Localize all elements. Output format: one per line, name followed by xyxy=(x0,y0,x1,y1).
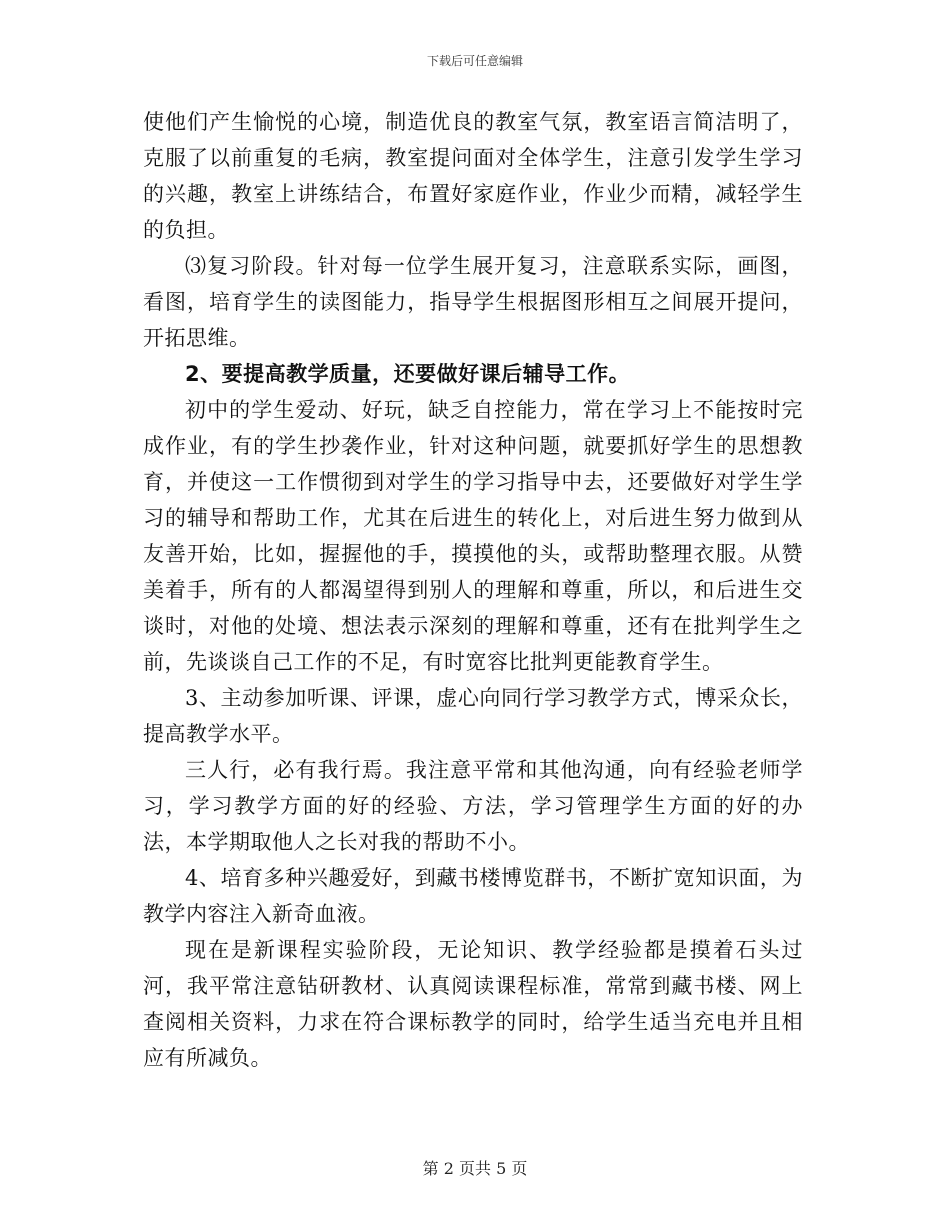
paragraph-tutoring: 初中的学生爱动、好玩，缺乏自控能力，常在学习上不能按时完成作业，有的学生抄袭作业，针对这种问题，就要抓好学生的思想教育，并使这一工作惯彻到对学生的学习指导中去，还要做好对学生学习的辅导和帮助工作，尤其在后进生的转化上，对后进生努力做到从友善开始，比如，握握他的手，摸摸他的头，或帮助整理衣服。从赞美着手，所有的人都渴望得到别人的理解和尊重，所以，和后进生交谈时，对他的处境、想法表示深刻的理解和尊重，还有在批判学生之前，先谈谈自己工作的不足，有时宽容比批判更能教育学生。 xyxy=(143,398,803,674)
paragraph-continuation: 使他们产生愉悦的心境，制造优良的教室气氛，教室语言简洁明了，克服了以前重复的毛病，教室提问面对全体学生，注意引发学生学习的兴趣，教室上讲练结合，布置好家庭作业，作业少而精，减轻学生的负担。 xyxy=(143,110,803,242)
paragraph-new-curriculum: 现在是新课程实验阶段，无论知识、教学经验都是摸着石头过河，我平常注意钻研教材、认真阅读课程标准，常常到藏书楼、网上查阅相关资料，力求在符合课标教学的同时，给学生适当充电并且相应有所减负。 xyxy=(143,938,803,1070)
page-footer: 第 2 页共 5 页 xyxy=(422,1159,528,1178)
section-heading-interests: 4、培育多种兴趣爱好，到藏书楼博览群书，不断扩宽知识面，为教学内容注入新奇血液。 xyxy=(143,866,803,926)
page-header: 下载后可任意编辑 xyxy=(426,54,523,68)
paragraph-learning-from-others: 三人行，必有我行焉。我注意平常和其他沟通，向有经验老师学习，学习教学方面的好的经验、方法，学习管理学生方面的好的办法，本学期取他人之长对我的帮助不小。 xyxy=(143,758,803,854)
paragraph-review-stage: ⑶复习阶段。针对每一位学生展开复习，注意联系实际，画图，看图，培育学生的读图能力，指导学生根据图形相互之间展开提问，开拓思维。 xyxy=(143,254,803,350)
section-heading-lesson-observation: 3、主动参加听课、评课，虚心向同行学习教学方式，博采众长，提高教学水平。 xyxy=(143,686,803,746)
document-body xyxy=(143,104,803,1076)
section-heading-tutoring: 2、要提高教学质量，还要做好课后辅导工作。 xyxy=(185,362,631,386)
